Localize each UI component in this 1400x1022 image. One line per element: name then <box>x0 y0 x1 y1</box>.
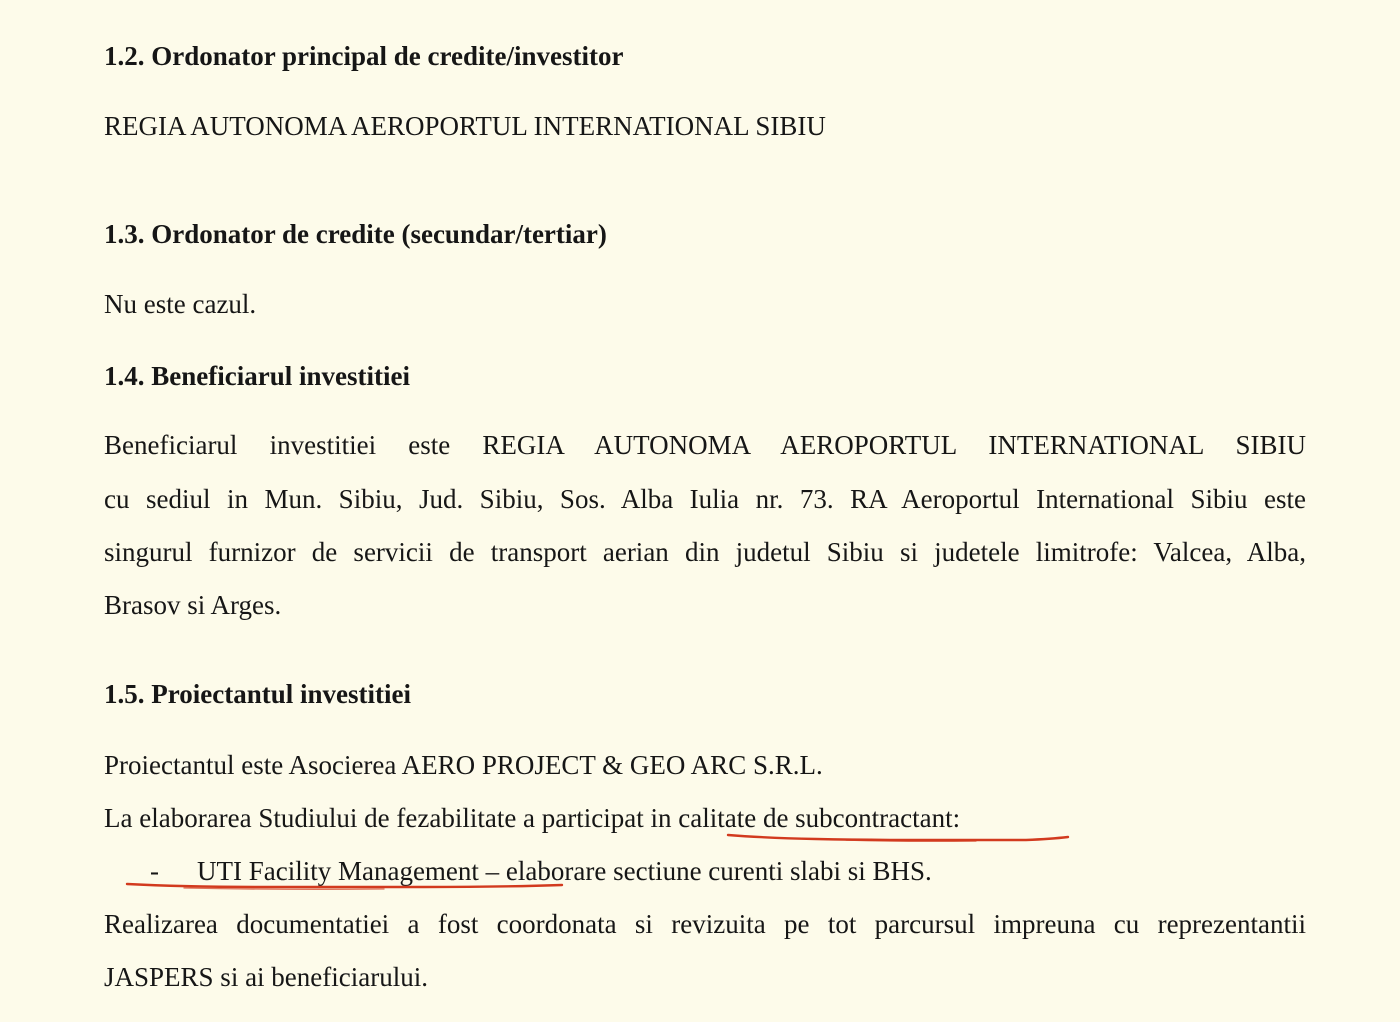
proiectant-intro: Proiectantul este Asocierea AERO PROJECT & GEO ARC S.R.L. <box>104 750 823 780</box>
red-underline-mark-subcontractant <box>726 830 1072 846</box>
beneficiar-line-1: Beneficiarul investitiei este REGIA AUTONOMA AEROPORTUL INTERNATIONAL SIBIU <box>104 430 1306 460</box>
section-heading-1-4: 1.4. Beneficiarul investitiei <box>104 361 410 391</box>
closing-line-1: Realizarea documentatiei a fost coordonata si revizuita pe tot parcursul impreuna cu reprezentantii <box>104 909 1306 939</box>
list-item-text: UTI Facility Management – elaborare sectiune curenti slabi si BHS. <box>197 856 932 886</box>
ordonator-principal-text: REGIA AUTONOMA AEROPORTUL INTERNATIONAL SIBIU <box>104 111 826 141</box>
subcontractor-line-before: La elaborarea Studiului de fezabilitate a participat <box>104 803 651 833</box>
beneficiar-line-3: singurul furnizor de servicii de transport aerian din judetul Sibiu si judetele limitrofe: Valcea, Alba, <box>104 537 1306 567</box>
subcontractor-underlined-phrase: in calitate de subcontractant <box>650 803 953 833</box>
section-heading-1-5: 1.5. Proiectantul investitiei <box>104 679 411 709</box>
ordonator-secundar-text: Nu este cazul. <box>104 289 257 319</box>
beneficiar-line-2: cu sediul in Mun. Sibiu, Jud. Sibiu, Sos. Alba Iulia nr. 73. RA Aeroportul International Sibiu este <box>104 484 1306 514</box>
closing-line-2: JASPERS si ai beneficiarului. <box>104 962 428 992</box>
beneficiar-line-4: Brasov si Arges. <box>104 590 282 620</box>
subcontractor-line-after: : <box>952 803 961 833</box>
section-heading-1-3: 1.3. Ordonator de credite (secundar/tertiar) <box>104 219 607 249</box>
red-underline-mark-uti <box>124 878 566 894</box>
section-heading-1-2: 1.2. Ordonator principal de credite/investitor <box>104 41 624 71</box>
list-bullet: - <box>150 856 159 886</box>
